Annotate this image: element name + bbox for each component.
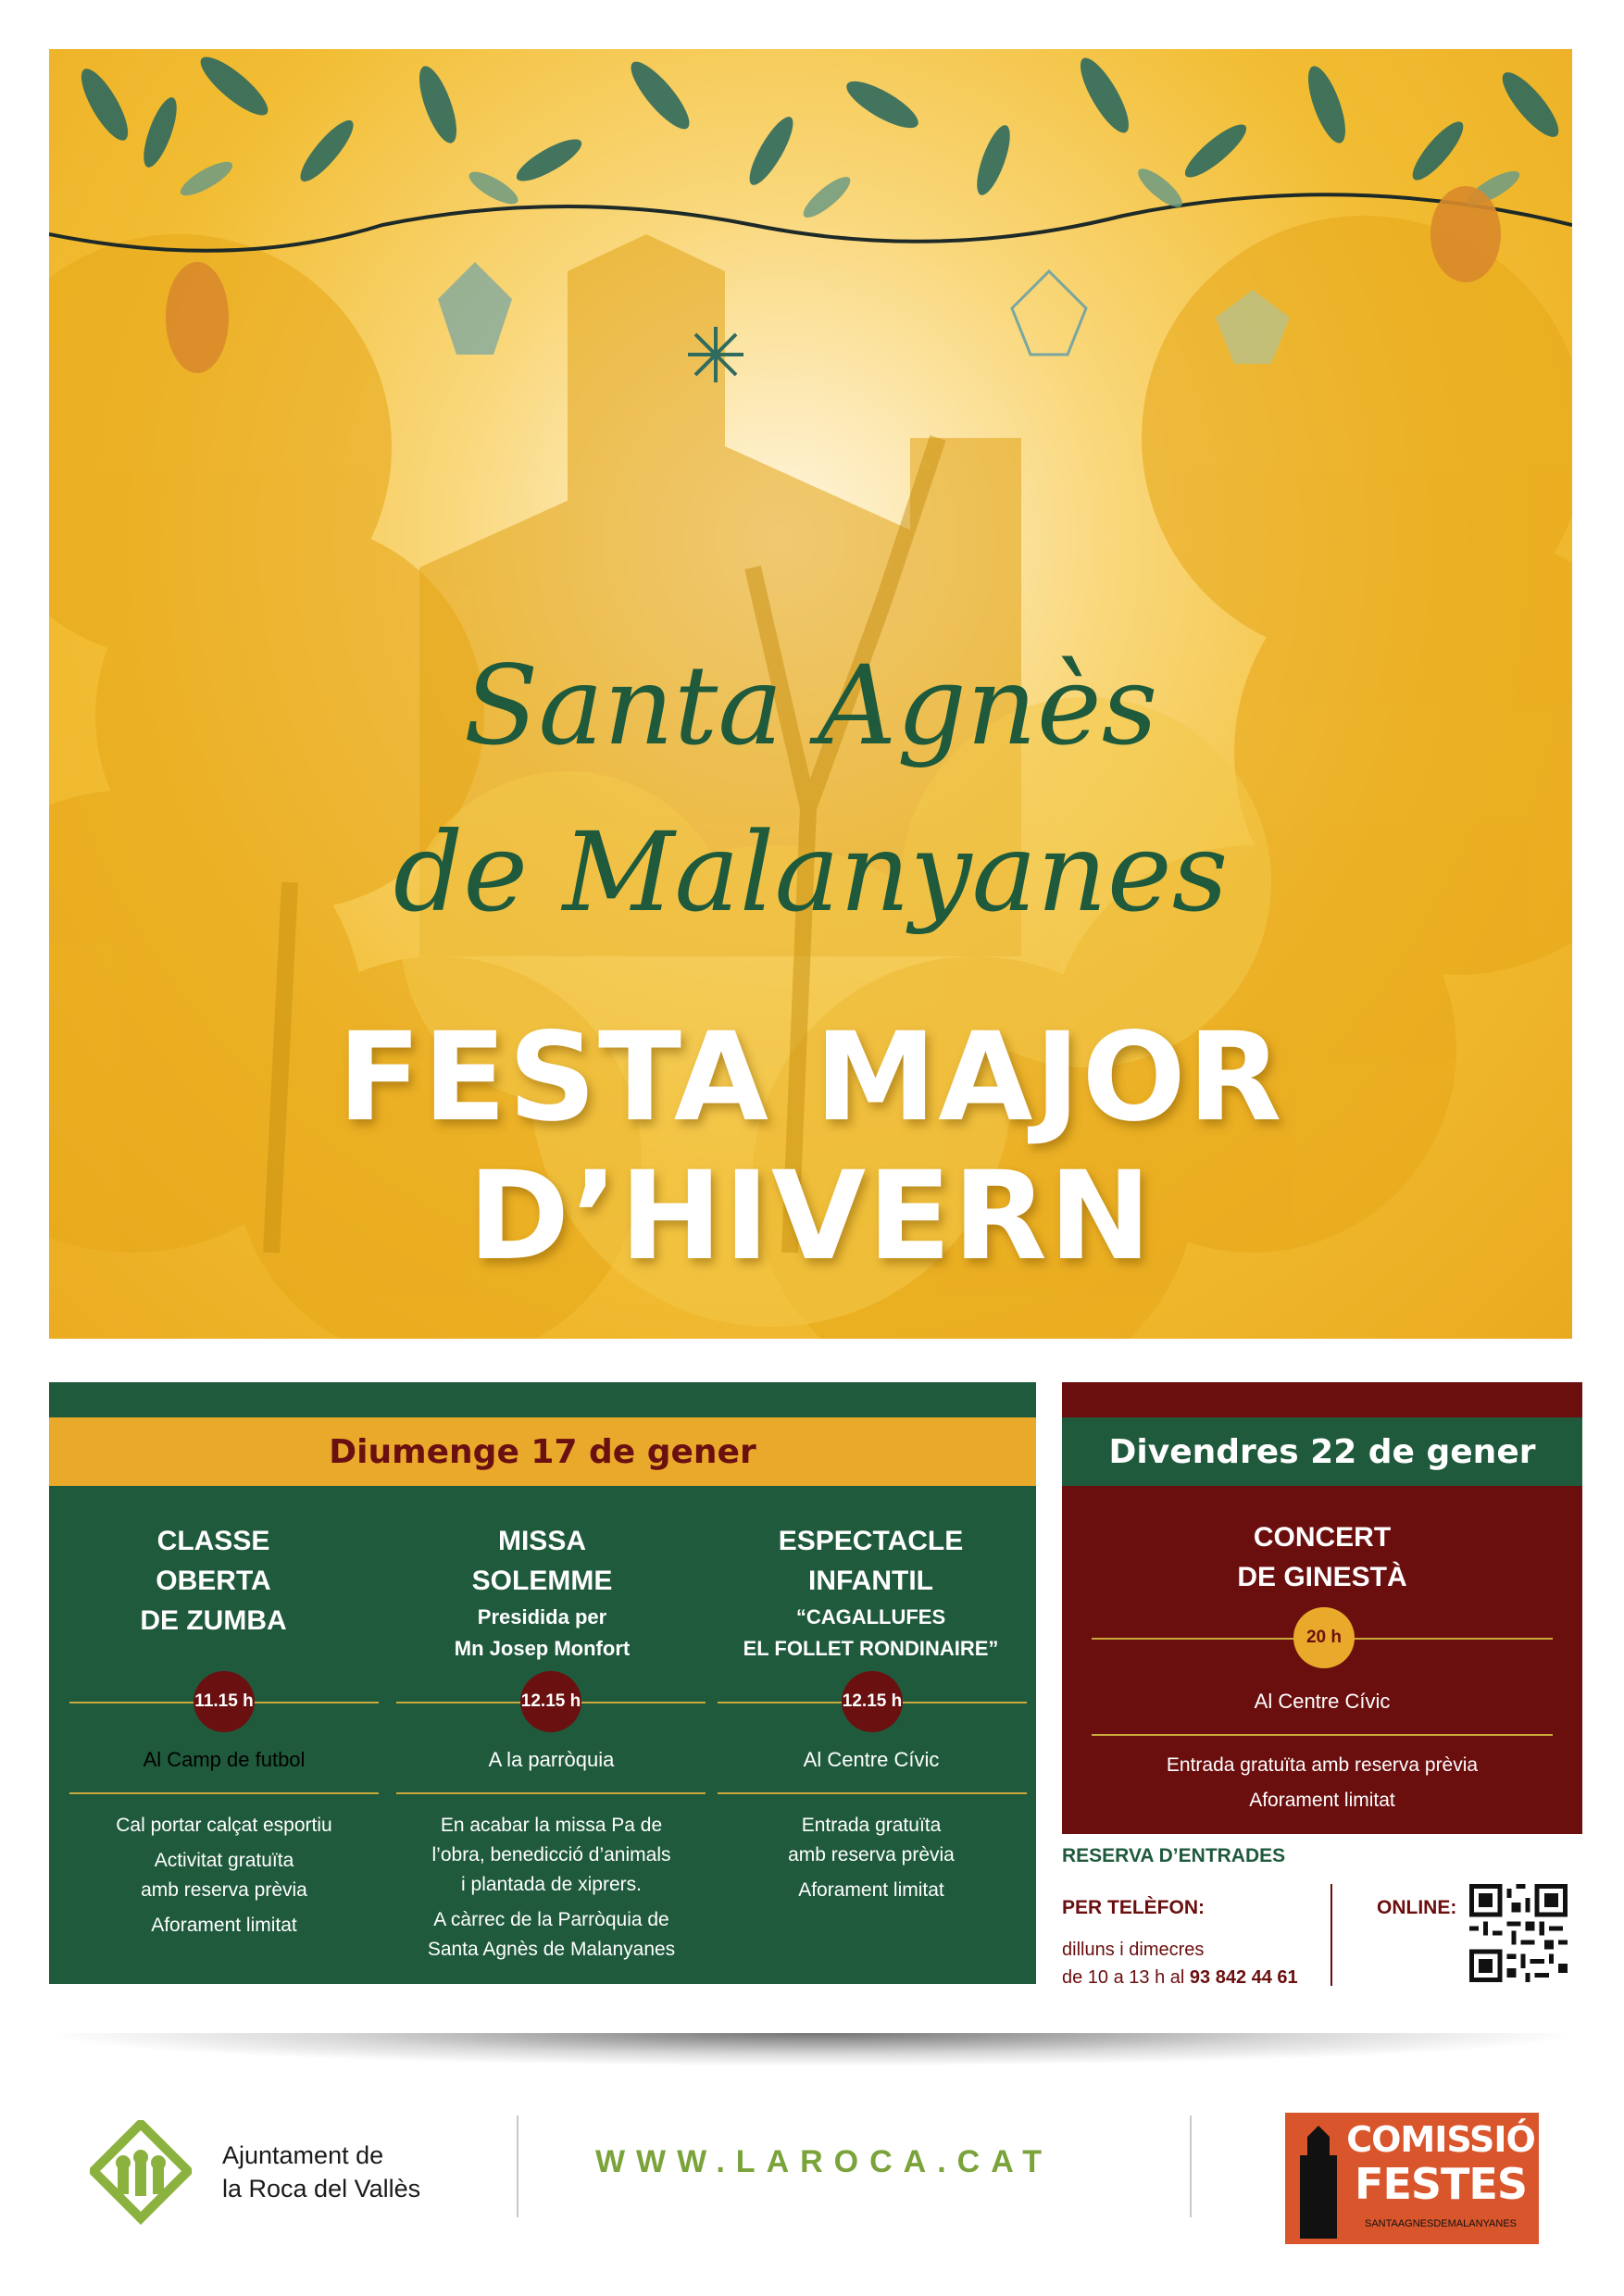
note: A càrrec de la Parròquia de Santa Agnès de Malanyanes (427, 1909, 676, 1960)
hours-prefix: de 10 a 13 h al (1062, 1967, 1190, 1988)
time-badge: 12.15 h (842, 1671, 903, 1732)
event-title-line: MISSA (497, 1526, 586, 1556)
hero-banner (49, 49, 1572, 1339)
event-title-line: CLASSE (156, 1526, 270, 1556)
concert-title (1062, 1517, 1582, 1597)
time-badge: 11.15 h (194, 1671, 255, 1732)
hero-script-line-1: Santa Agnès (463, 642, 1158, 769)
sunday-header: Diumenge 17 de gener (49, 1417, 1036, 1486)
event-zumba (49, 1521, 378, 1641)
reservation-title: RESERVA D’ENTRADES (1062, 1845, 1286, 1866)
website-link[interactable]: WWW.LAROCA.CAT (594, 2144, 1054, 2179)
note: Entrada gratuïta amb reserva prèvia (1166, 1754, 1479, 1776)
comissio-line-3: SANTAAGNESDEMALANYANES (1364, 2218, 1518, 2229)
concert-place: Al Centre Cívic (1254, 1690, 1391, 1713)
comissio-festes-logo (1285, 2113, 1539, 2244)
event-title-line: ESPECTACLE (778, 1526, 964, 1556)
reservation-block (1062, 1845, 1582, 1993)
sunday-program-panel (49, 1382, 1036, 1984)
phone-hours (1062, 1936, 1298, 1991)
note: Activitat gratuïta amb reserva prèvia (141, 1850, 307, 1901)
event-place: Al Camp de futbol (143, 1748, 306, 1771)
council-line: Ajuntament de (222, 2141, 384, 2169)
separator (396, 1792, 706, 1794)
comissio-line-1: COMISSIÓ (1346, 2119, 1535, 2160)
event-place: Al Centre Cívic (803, 1748, 940, 1771)
friday-program-panel (1062, 1382, 1582, 1834)
note: Cal portar calçat esportiu (116, 1815, 332, 1836)
online-label: ONLINE: (1377, 1897, 1457, 1918)
event-notes (378, 1811, 725, 1970)
note: En acabar la missa Pa de l’obra, benedicció d’animals i plantada de xiprers. (431, 1815, 671, 1895)
hours-line: dilluns i dimecres (1062, 1940, 1205, 1960)
section-shadow-divider (37, 2033, 1587, 2066)
event-sub-line: “CAGALLUFES (795, 1605, 946, 1628)
event-title-line: DE ZUMBA (140, 1605, 287, 1636)
council-line: la Roca del Vallès (222, 2175, 421, 2202)
council-logo-icon (90, 2120, 192, 2231)
note: Aforament limitat (151, 1915, 297, 1936)
qr-code-icon[interactable] (1469, 1884, 1568, 1982)
comissio-line-2: FESTES (1355, 2159, 1527, 2209)
tower-icon (1291, 2118, 1346, 2239)
time-badge: 12.15 h (520, 1671, 581, 1732)
hero-title-line-2: D’HIVERN (468, 1145, 1154, 1288)
event-espectacle (706, 1521, 1035, 1664)
council-name (222, 2139, 420, 2205)
concert-title-line: CONCERT (1253, 1522, 1392, 1553)
footer-divider (1190, 2115, 1192, 2217)
event-title-line: OBERTA (156, 1566, 271, 1596)
event-title-line: INFANTIL (808, 1566, 933, 1596)
event-missa (378, 1521, 706, 1664)
event-sub-line: EL FOLLET RONDINAIRE” (743, 1637, 999, 1660)
event-notes (49, 1811, 399, 1946)
note: Aforament limitat (798, 1879, 944, 1901)
event-notes (706, 1811, 1036, 1911)
reservation-divider (1330, 1884, 1332, 1986)
hero-script-line-2: de Malanyanes (393, 808, 1229, 936)
event-title-line: SOLEMME (471, 1566, 613, 1596)
event-sub-line: Mn Josep Monfort (454, 1637, 631, 1660)
hero-title-line-1: FESTA MAJOR (337, 1006, 1284, 1149)
event-place: A la parròquia (488, 1748, 615, 1771)
friday-header: Divendres 22 de gener (1062, 1417, 1582, 1486)
phone-label: PER TELÈFON: (1062, 1897, 1206, 1918)
note: Aforament limitat (1249, 1790, 1395, 1811)
separator (69, 1792, 379, 1794)
note: Entrada gratuïta amb reserva prèvia (788, 1815, 955, 1866)
separator (718, 1792, 1027, 1794)
phone-number[interactable]: 93 842 44 61 (1189, 1967, 1298, 1988)
hours-line-2 (1062, 1964, 1298, 1991)
concert-notes (1062, 1751, 1582, 1821)
concert-title-line: DE GINESTÀ (1237, 1562, 1407, 1592)
separator (1092, 1734, 1553, 1736)
time-badge: 20 h (1293, 1607, 1355, 1668)
event-sub-line: Presidida per (477, 1605, 607, 1628)
